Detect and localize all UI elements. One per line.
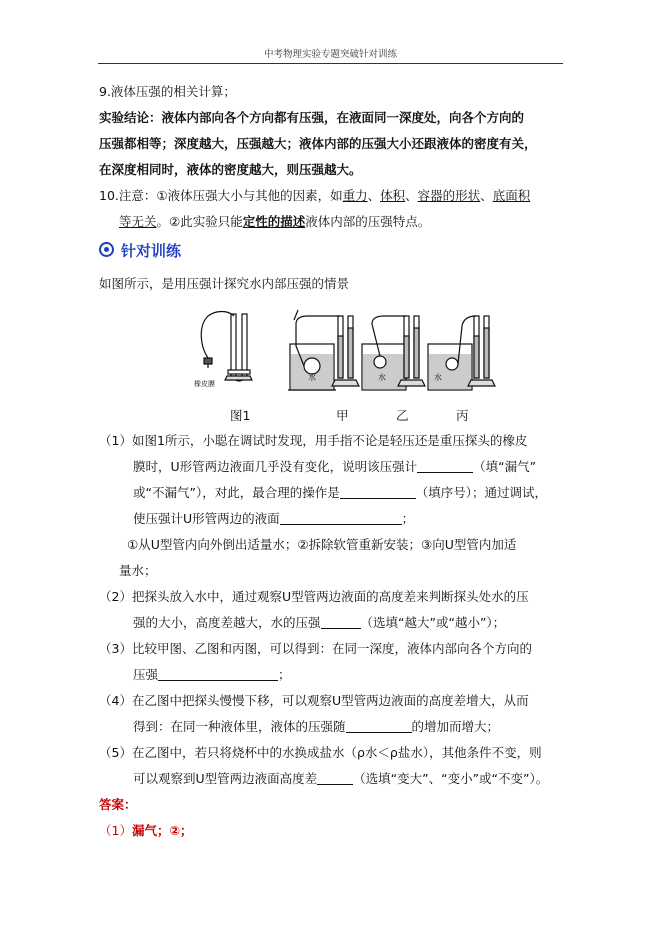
item-10-line-2 bbox=[119, 211, 584, 232]
q4-text: 得到：在同一种液体里，液体的压强随 bbox=[133, 719, 346, 734]
q2-text: （选填“越大”或“越小”）； bbox=[360, 615, 506, 630]
conclusion-line-2: 压强都相等；深度越大，压强越大；液体内部的压强大小还跟液体的密度有关， bbox=[99, 136, 537, 151]
qualitative-note: 定性的描述 bbox=[242, 214, 306, 229]
q1-line-3 bbox=[133, 482, 598, 503]
q1-line-4 bbox=[133, 508, 598, 529]
item-10-mid: 。②此实验只能 bbox=[156, 214, 243, 229]
answer-blank[interactable] bbox=[321, 615, 361, 629]
q3-line-2 bbox=[133, 664, 598, 685]
factor-gravity: 重力 bbox=[342, 188, 368, 203]
beaker-yi bbox=[362, 316, 425, 390]
q1-text: 使压强计U形管两边的液面 bbox=[133, 511, 280, 526]
answer-blank[interactable] bbox=[280, 511, 402, 525]
factor-base-area: 底面积 bbox=[492, 188, 531, 203]
q3-text: 压强 bbox=[133, 667, 159, 682]
figure-1-gauge bbox=[201, 312, 252, 382]
q4-text: 的增加而增大； bbox=[411, 719, 500, 734]
factor-volume: 体积 bbox=[380, 188, 406, 203]
item-9-title: 9.液体压强的相关计算； bbox=[99, 84, 236, 99]
beaker-jia bbox=[288, 310, 359, 390]
answer-prefix: （1） bbox=[99, 823, 132, 838]
caption-bing: 丙 bbox=[456, 408, 469, 423]
item-10-line-1 bbox=[99, 185, 564, 206]
separator: 、 bbox=[405, 188, 418, 203]
q1-line-1: （1）如图1所示，小聪在调试时发现，用手指不论是轻压还是重压探头的橡皮 bbox=[99, 433, 528, 448]
q1-text: （填“漏气” bbox=[473, 459, 537, 474]
answer-blank[interactable] bbox=[317, 771, 353, 785]
q5-line-2 bbox=[133, 768, 598, 789]
caption-figure-1: 图1 bbox=[230, 408, 251, 423]
experiment-figure bbox=[190, 306, 500, 402]
q5-text: 可以观察到U型管两边液面高度差 bbox=[133, 771, 318, 786]
answer-blank[interactable] bbox=[346, 719, 412, 733]
q4-line-1: （4）在乙图中把探头慢慢下移，可以观察U型管两边液面的高度差增大，从而 bbox=[99, 693, 529, 708]
q2-line-2 bbox=[133, 612, 598, 633]
intro-text: 如图所示，是用压强计探究水内部压强的情景 bbox=[99, 276, 350, 291]
section-title: 针对训练 bbox=[121, 242, 182, 260]
q1-text: 或“不漏气”），对此，最合理的操作是 bbox=[133, 485, 340, 500]
q4-line-2 bbox=[133, 716, 598, 737]
answer-line-1 bbox=[99, 820, 564, 841]
item-10-prefix: 10.注意：①液体压强大小与其他的因素，如 bbox=[99, 188, 343, 203]
water-label-yi: 水 bbox=[378, 373, 386, 382]
q1-text: ； bbox=[401, 511, 415, 526]
conclusion-line-1: 实验结论：液体内部向各个方向都有压强，在液面同一深度处，向各个方向的 bbox=[99, 110, 525, 125]
water-label-bing: 水 bbox=[434, 373, 442, 382]
q1-options-end: 量水； bbox=[119, 563, 157, 578]
answer-blank[interactable] bbox=[340, 485, 416, 499]
q2-text: 强的大小，高度差越大，水的压强 bbox=[133, 615, 321, 630]
q1-text: （填序号）；通过调试， bbox=[415, 485, 547, 500]
water-label-jia: 水 bbox=[308, 373, 316, 382]
header-divider bbox=[98, 63, 563, 64]
q2-line-1: （2）把探头放入水中，通过观察U型管两边液面的高度差来判断探头处水的压 bbox=[99, 589, 529, 604]
q5-line-1: （5）在乙图中，若只将烧杯中的水换成盐水（ρ水＜ρ盐水），其他条件不变，则 bbox=[99, 745, 542, 760]
q1-text: 膜时，U形管两边液面几乎没有变化，说明该压强计 bbox=[133, 459, 418, 474]
item-10-end: 液体内部的压强特点。 bbox=[305, 214, 431, 229]
q1-options: ①从U型管内向外倒出适量水；②拆除软管重新安装；③向U型管内加适 bbox=[127, 537, 517, 552]
q3-line-1: （3）比较甲图、乙图和丙图，可以得到：在同一深度，液体内部向各个方向的 bbox=[99, 641, 532, 656]
answer-blank[interactable] bbox=[417, 459, 473, 473]
unrelated-note: 等无关 bbox=[119, 214, 157, 229]
q5-text: （选填“变大”、“变小”或“不变”）。 bbox=[353, 771, 549, 786]
caption-yi: 乙 bbox=[396, 408, 409, 423]
answer-label: 答案： bbox=[99, 797, 137, 812]
q1-line-2 bbox=[133, 456, 598, 477]
separator: 、 bbox=[480, 188, 493, 203]
answer-text: 漏气；②； bbox=[131, 823, 193, 838]
factor-shape: 容器的形状 bbox=[417, 188, 481, 203]
caption-jia: 甲 bbox=[336, 408, 349, 423]
page-header: 中考物理实验专题突破针对训练 bbox=[263, 49, 397, 60]
membrane-label: 橡皮膜 bbox=[194, 380, 215, 388]
target-icon bbox=[99, 242, 114, 257]
section-heading bbox=[99, 240, 181, 261]
conclusion-line-3: 在深度相同时，液体的密度越大，则压强越大。 bbox=[99, 162, 362, 177]
q3-text: ； bbox=[278, 667, 291, 682]
separator: 、 bbox=[367, 188, 381, 203]
answer-blank[interactable] bbox=[158, 667, 278, 681]
